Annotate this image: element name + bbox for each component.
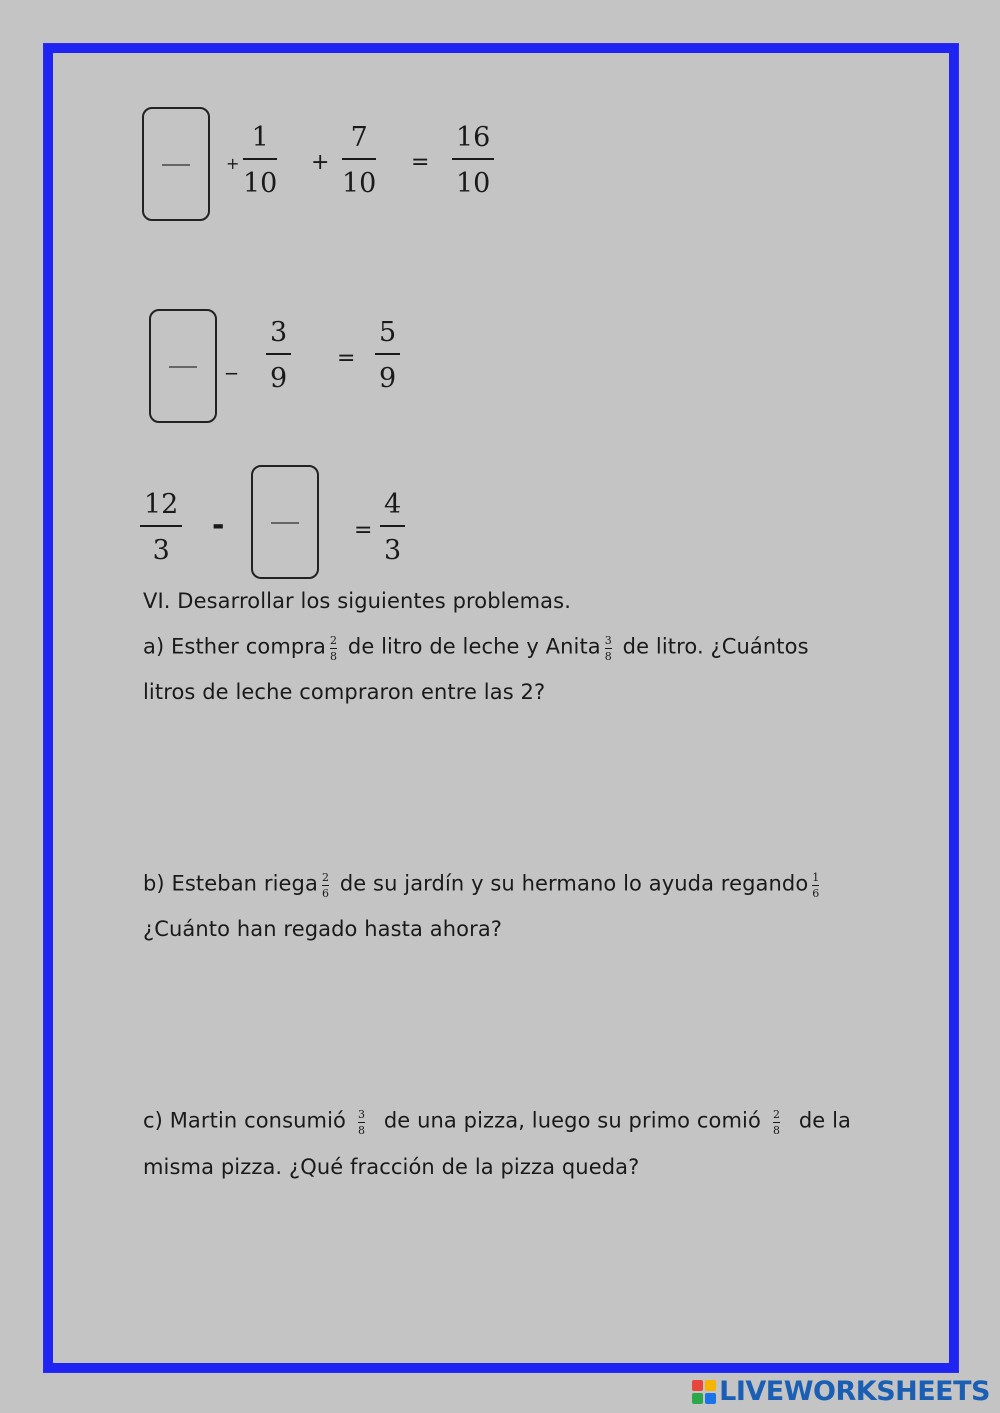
inline-fraction-3-8: $\frac{3}{8}$	[604, 634, 612, 663]
problem-b-line-1: b) Esteban riega $\frac{2}{6}$ de su jardín y su hermano lo ayuda regando $\frac{1}{6}$	[143, 871, 820, 900]
liveworksheets-logo: LIVEWORKSHEETS	[692, 1376, 990, 1407]
inline-fraction-1-6: $\frac{1}{6}$	[812, 871, 820, 900]
answer-placeholder-dash	[162, 164, 190, 166]
plus-sign: +	[311, 150, 330, 175]
problem-c-line-2: misma pizza. ¿Qué fracción de la pizza queda?	[143, 1155, 640, 1179]
fraction-12-3: 12 3	[140, 491, 182, 564]
plus-sign: +	[226, 154, 240, 173]
answer-box-3[interactable]	[251, 465, 319, 579]
problem-a-line-1: a) Esther compra $\frac{2}{8}$ de litro de leche y Anita $\frac{3}{8}$ de litro. ¿Cuántos	[143, 634, 809, 663]
fraction-16-10: 16 10	[452, 124, 494, 197]
minus-sign: -	[212, 508, 225, 543]
minus-sign: _	[226, 350, 237, 375]
equals-sign: =	[411, 150, 430, 175]
logo-icon	[692, 1380, 716, 1404]
problem-b-line-2: ¿Cuánto han regado hasta ahora?	[143, 917, 503, 941]
problem-c-line-1: c) Martin consumió $\frac{3}{8}$ de una pizza, luego su primo comió $\frac{2}{8}$ de la	[143, 1108, 851, 1137]
answer-box-2[interactable]	[149, 309, 217, 423]
fraction-1-10: 1 10	[243, 122, 278, 199]
fraction-7-10: 7 10	[342, 122, 377, 199]
answer-placeholder-dash	[169, 366, 197, 368]
section-title: VI. Desarrollar los siguientes problemas.	[143, 589, 571, 613]
fraction-5-9: 5 9	[375, 319, 400, 392]
inline-fraction-2-8: $\frac{2}{8}$	[330, 634, 338, 663]
inline-fraction-2-8: $\frac{2}{8}$	[772, 1108, 781, 1137]
inline-fraction-3-8: $\frac{3}{8}$	[357, 1108, 366, 1137]
equals-sign: =	[354, 518, 373, 543]
fraction-3-9: 3 9	[266, 319, 291, 392]
fraction-4-3: 4 3	[380, 491, 405, 564]
answer-box-1[interactable]	[142, 107, 210, 221]
answer-placeholder-dash	[271, 522, 299, 524]
equals-sign: =	[337, 346, 356, 371]
problem-a-line-2: litros de leche compraron entre las 2?	[143, 680, 546, 704]
inline-fraction-2-6: $\frac{2}{6}$	[321, 871, 330, 900]
